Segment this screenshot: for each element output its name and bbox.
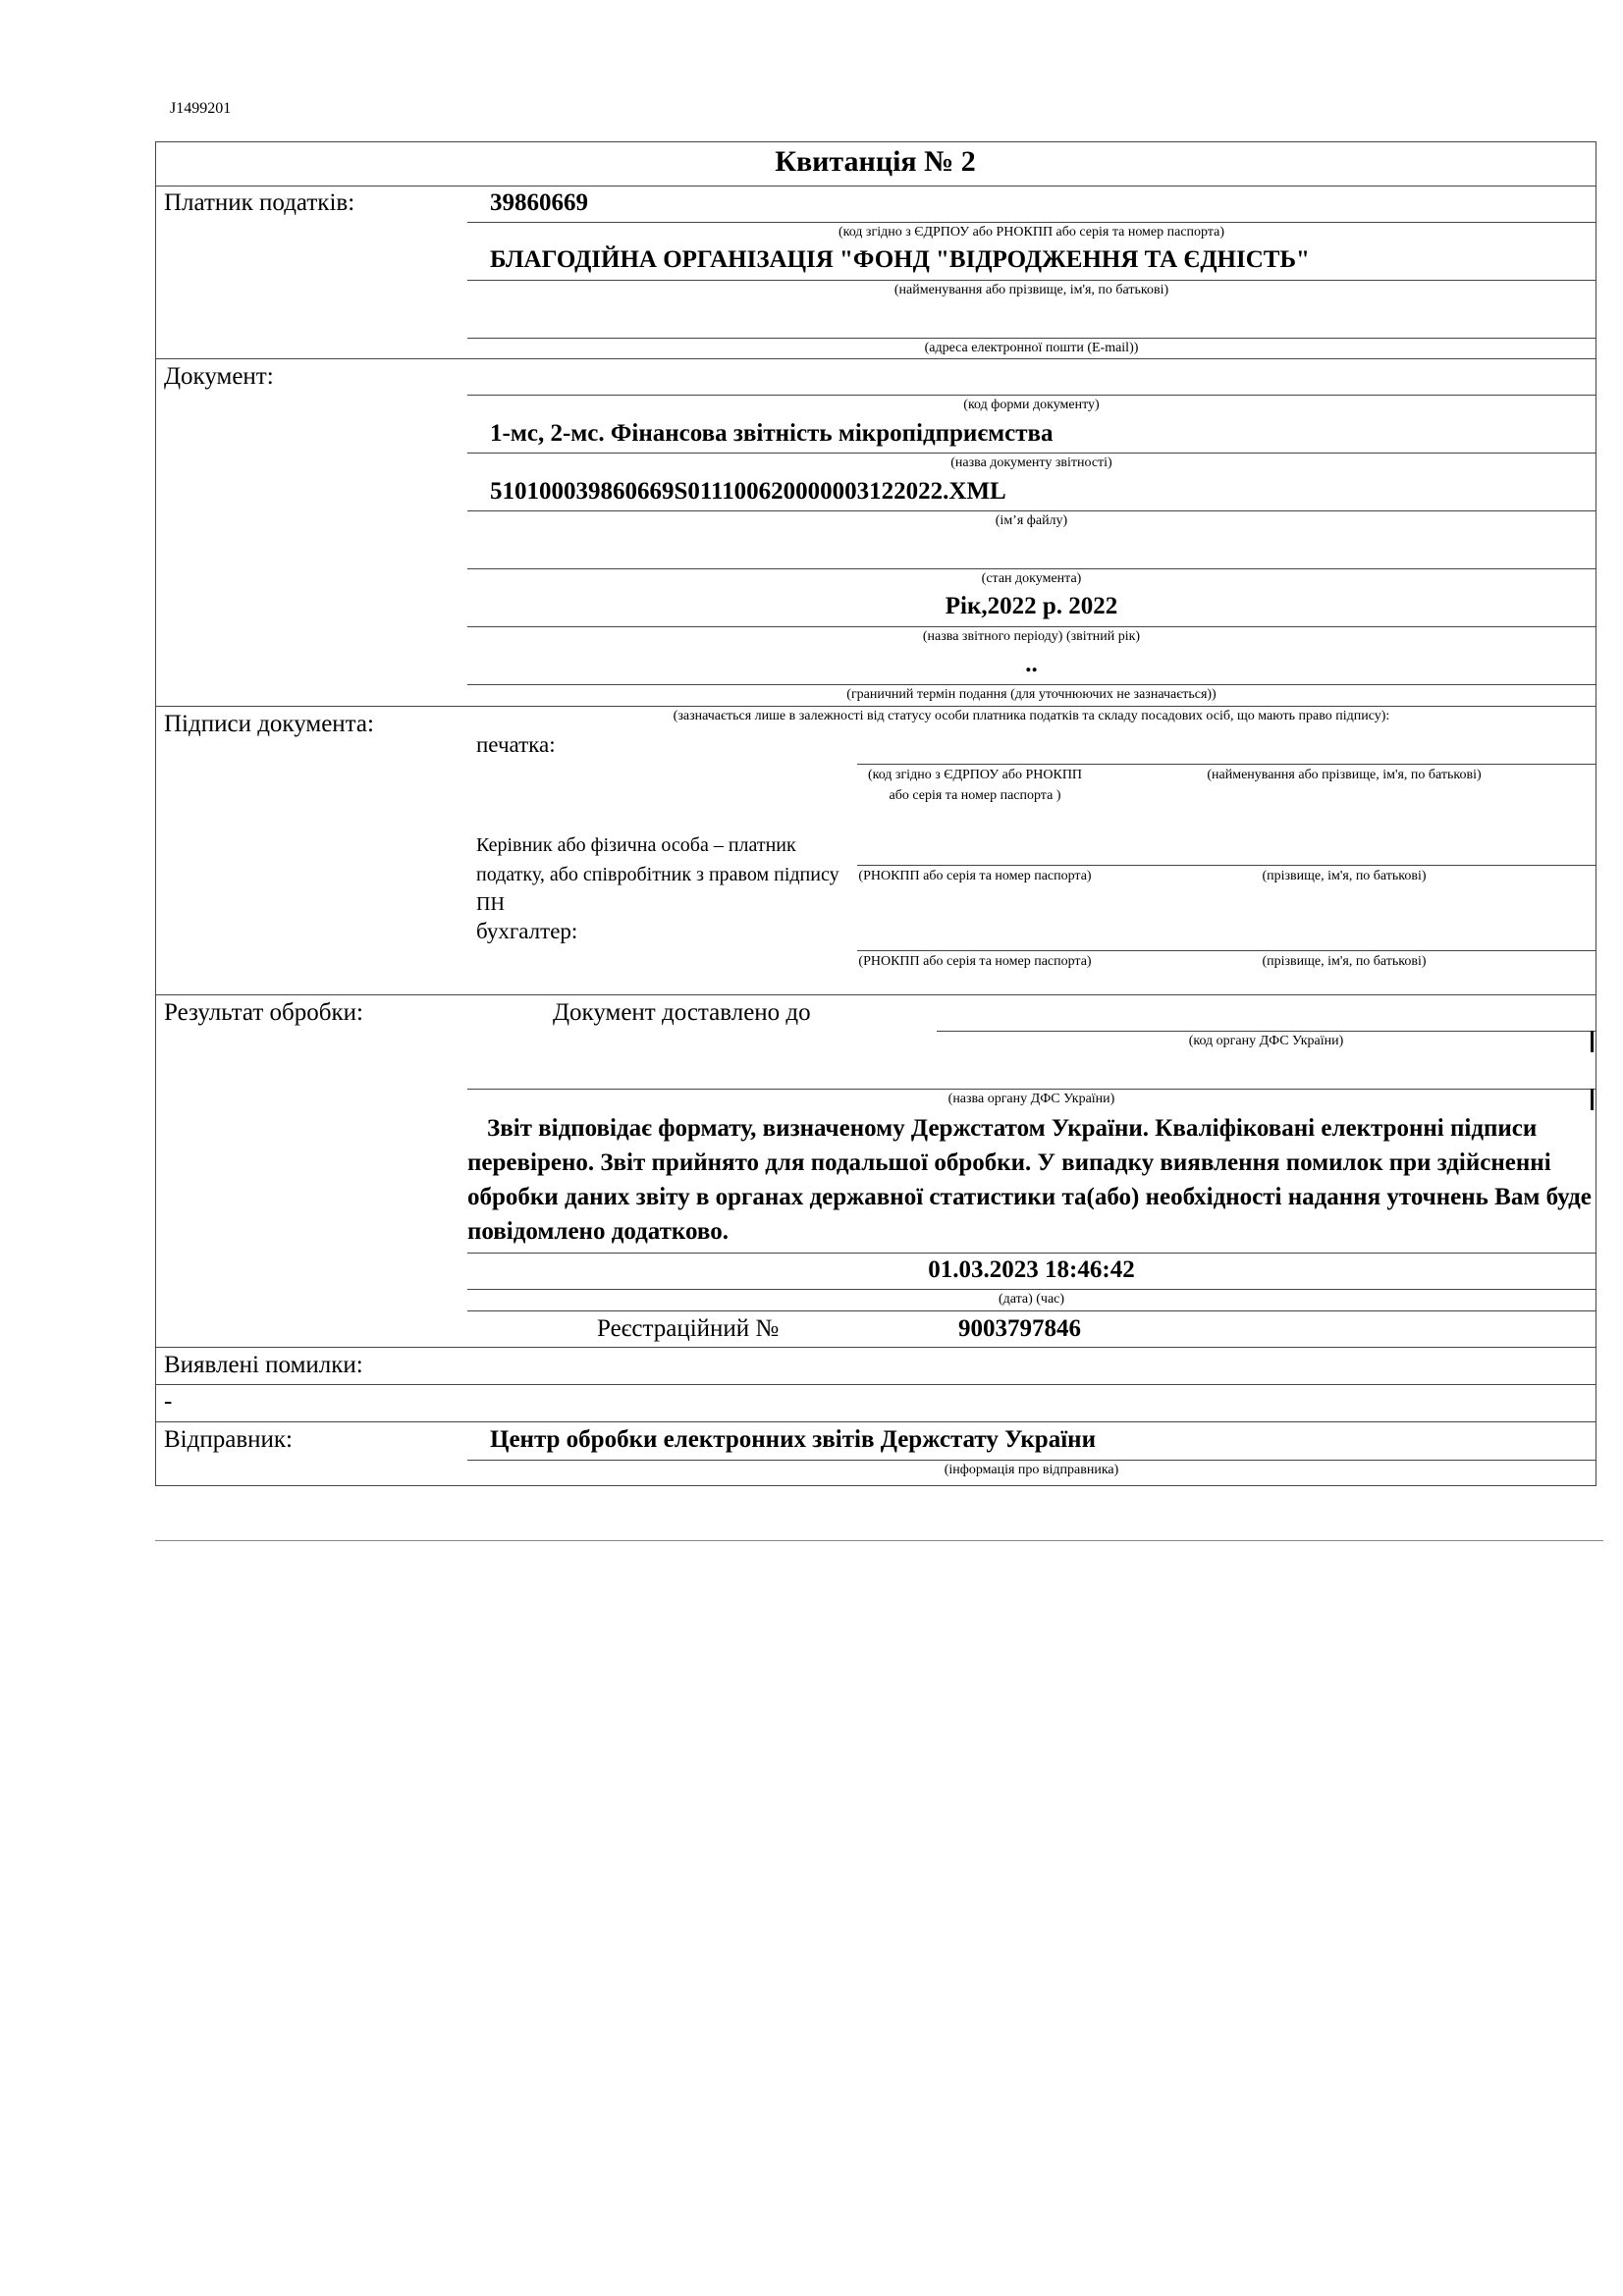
field-line: [937, 1031, 1596, 1032]
payer-name: БЛАГОДІЙНА ОРГАНІЗАЦІЯ "ФОНД "ВІДРОДЖЕННЯ ТА ЄДНІСТЬ": [490, 246, 1310, 273]
field-line: [467, 626, 1596, 627]
payer-label: Платник податків:: [164, 189, 355, 216]
row-divider: [155, 1384, 1596, 1385]
field-line: [467, 395, 1596, 396]
head-code-caption: (РНОКПП або серія та номер паспорта): [858, 869, 1092, 883]
document-deadline-caption: (граничний термін подання (для уточнюючих не зазначається)): [846, 687, 1217, 702]
document-form-code-caption: (код форми документу): [963, 398, 1100, 412]
document-report-name: 1-мс, 2-мс. Фінансова звітність мікропідприємства: [490, 420, 1054, 447]
frame-bottom: [155, 1485, 1596, 1486]
payer-code-caption: (код згідно з ЄДРПОУ або РНОКПП або серія та номер паспорта): [838, 225, 1225, 240]
payer-email-caption: (адреса електронної пошти (E-mail)): [924, 341, 1139, 355]
document-file-name: 510100039860669S011100620000003122022.XML: [490, 478, 1006, 505]
errors-label: Виявлені помилки:: [164, 1352, 363, 1378]
row-divider: [155, 186, 1596, 187]
form-code: J1499201: [170, 100, 232, 117]
document-deadline: ..: [1025, 651, 1038, 677]
result-datetime: 01.03.2023 18:46:42: [928, 1256, 1135, 1283]
accountant-name-caption: (прізвище, ім'я, по батькові): [1262, 954, 1427, 969]
head-name-caption: (прізвище, ім'я, по батькові): [1262, 869, 1427, 883]
field-line: [467, 1289, 1596, 1290]
authority-code-caption: (код органу ДФС України): [1188, 1034, 1344, 1048]
field-line: [467, 1310, 1596, 1311]
row-divider: [155, 1347, 1596, 1348]
frame-left: [155, 141, 156, 1486]
field-line: [467, 338, 1596, 339]
signatures-note: (зазначається лише в залежності від статусу особи платника податків та складу посадових осіб, що мають право підпису):: [673, 709, 1390, 723]
result-message: Звіт відповідає формату, визначеному Держстатом України. Кваліфіковані електронні підписи перевірено. Звіт прийнято для подальшої обробки. У випадку виявлення помилок при здійсненні обробки даних звіту в органах державної статистики та(або) необхідності надання уточнень Вам буде повідомлено додатково.: [467, 1115, 1592, 1245]
field-line: [467, 1253, 1596, 1254]
reg-number: 9003797846: [958, 1315, 1081, 1342]
stamp-label: печатка:: [476, 732, 556, 757]
delivered-label: Документ доставлено до: [553, 999, 811, 1026]
field-line: [467, 453, 1596, 454]
document-label: Документ:: [164, 363, 274, 390]
row-divider: [155, 706, 1596, 707]
sender-caption: (інформація про відправника): [944, 1463, 1119, 1477]
field-line: [467, 1089, 1596, 1090]
field-line: [467, 222, 1596, 223]
payer-code: 39860669: [490, 189, 588, 216]
result-datetime-caption: (дата) (час): [998, 1292, 1065, 1307]
receipt-title: Квитанція № 2: [775, 145, 976, 178]
field-line: [467, 510, 1596, 511]
field-line: [467, 280, 1596, 281]
authority-name-caption: (назва органу ДФС України): [947, 1092, 1115, 1106]
sender-label: Відправник:: [164, 1426, 293, 1453]
errors-value: -: [164, 1388, 173, 1415]
document-file-name-caption: (ім’я файлу): [995, 513, 1068, 528]
row-divider: [155, 1421, 1596, 1422]
document-report-name-caption: (назва документу звітності): [950, 455, 1112, 470]
page-separator: [155, 1540, 1603, 1541]
result-label: Результат обробки:: [164, 999, 363, 1026]
accountant-code-caption: (РНОКПП або серія та номер паспорта): [858, 954, 1092, 969]
document-period-caption: (назва звітного періоду) (звітний рік): [922, 629, 1141, 644]
document-period: Рік,2022 р. 2022: [945, 593, 1118, 619]
field-line: [467, 568, 1596, 569]
field-line: [467, 684, 1596, 685]
frame-top: [155, 141, 1596, 142]
reg-label: Реєстраційний №: [597, 1315, 780, 1342]
stamp-code-caption: (код згідно з ЄДРПОУ або РНОКПП або серія та номер паспорта ): [867, 768, 1083, 803]
head-label: Керівник або фізична особа – платник податку, або співробітник з правом підпису ПН: [476, 834, 839, 915]
accountant-label: бухгалтер:: [476, 919, 578, 943]
payer-name-caption: (найменування або прізвище, ім'я, по батькові): [893, 283, 1169, 297]
signatures-label: Підписи документа:: [164, 711, 374, 737]
stamp-name-caption: (найменування або прізвище, ім'я, по батькові): [1207, 768, 1482, 782]
document-state-caption: (стан документа): [981, 571, 1082, 586]
row-divider: [155, 358, 1596, 359]
field-line: [467, 1460, 1596, 1461]
row-divider: [155, 994, 1596, 995]
sender-value: Центр обробки електронних звітів Держстату України: [490, 1426, 1096, 1453]
